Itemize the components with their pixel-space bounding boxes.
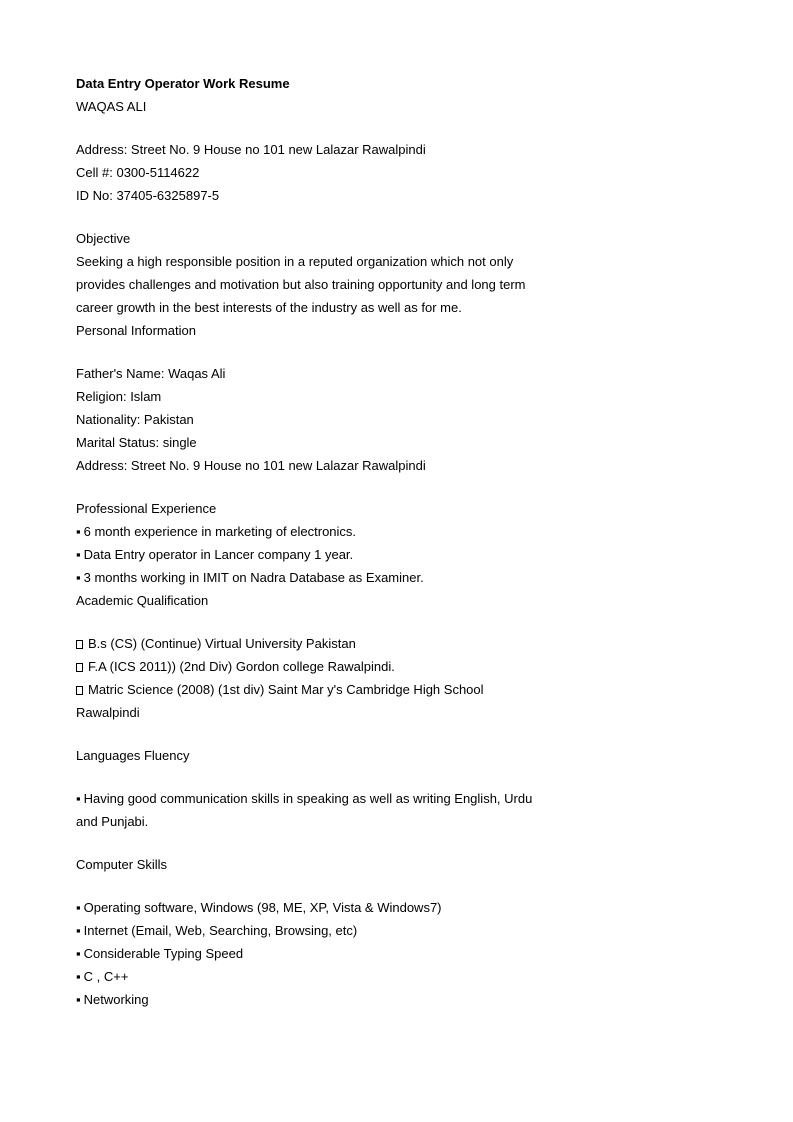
computer-skill-item: [76, 919, 556, 942]
computer-skill-text: Internet (Email, Web, Searching, Browsing, etc): [83, 923, 358, 938]
computer-skill-text: C , C++: [83, 969, 129, 984]
academic-item: [76, 632, 556, 655]
objective-line: provides challenges and motivation but also training opportunity and long term: [76, 277, 526, 292]
academic-item: [76, 678, 556, 701]
computer-skill-item: [76, 988, 556, 1011]
experience-item: [76, 543, 556, 566]
experience-item-text: Data Entry operator in Lancer company 1 year.: [83, 547, 354, 562]
marital-status: Marital Status: single: [76, 435, 197, 450]
religion: Religion: Islam: [76, 389, 162, 404]
academic-heading: Academic Qualification: [76, 593, 209, 608]
computer-skill-text: Operating software, Windows (98, ME, XP, Vista & Windows7): [83, 900, 442, 915]
academic-item-text: B.s (CS) (Continue) Virtual University Pakistan: [88, 636, 356, 651]
spacer: [76, 612, 556, 632]
experience-item: [76, 520, 556, 543]
bullet-icon: ▪: [76, 524, 81, 539]
computer-skill-item: [76, 896, 556, 919]
box-icon: [76, 640, 83, 649]
spacer: [76, 767, 556, 787]
languages-item-text: Having good communication skills in speaking as well as writing English, Urdu: [83, 791, 533, 806]
languages-heading: Languages Fluency: [76, 748, 190, 763]
spacer: [76, 207, 556, 227]
academic-item-text: F.A (ICS 2011)) (2nd Div) Gordon college Rawalpindi.: [88, 659, 395, 674]
computer-skill-item: [76, 942, 556, 965]
academic-item: [76, 655, 556, 678]
personal-address: Address: Street No. 9 House no 101 new Lalazar Rawalpindi: [76, 458, 426, 473]
objective-line: career growth in the best interests of the industry as well as for me.: [76, 300, 462, 315]
resume-title: Data Entry Operator Work Resume: [76, 76, 290, 91]
experience-item: [76, 566, 556, 589]
bullet-icon: ▪: [76, 923, 81, 938]
spacer: [76, 876, 556, 896]
languages-item-continuation: and Punjabi.: [76, 814, 149, 829]
objective-heading: Objective: [76, 231, 131, 246]
bullet-icon: ▪: [76, 969, 81, 984]
experience-item-text: 6 month experience in marketing of electronics.: [83, 524, 357, 539]
academic-item-text: Matric Science (2008) (1st div) Saint Mar y's Cambridge High School: [88, 682, 484, 697]
box-icon: [76, 686, 83, 695]
computer-skill-item: [76, 965, 556, 988]
spacer: [76, 118, 556, 138]
spacer: [76, 477, 556, 497]
bullet-icon: ▪: [76, 992, 81, 1007]
computer-skill-text: Networking: [83, 992, 149, 1007]
experience-heading: Professional Experience: [76, 501, 217, 516]
resume-page: [76, 72, 556, 1011]
contact-address: Address: Street No. 9 House no 101 new Lalazar Rawalpindi: [76, 142, 426, 157]
box-icon: [76, 663, 83, 672]
bullet-icon: ▪: [76, 900, 81, 915]
spacer: [76, 342, 556, 362]
spacer: [76, 833, 556, 853]
nationality: Nationality: Pakistan: [76, 412, 194, 427]
experience-item-text: 3 months working in IMIT on Nadra Database as Examiner.: [83, 570, 424, 585]
languages-item: [76, 787, 556, 810]
computer-skills-heading: Computer Skills: [76, 857, 168, 872]
applicant-name: WAQAS ALI: [76, 99, 147, 114]
objective-line: Seeking a high responsible position in a reputed organization which not only: [76, 254, 514, 269]
fathers-name: Father's Name: Waqas Ali: [76, 366, 226, 381]
contact-id-no: ID No: 37405-6325897-5: [76, 188, 220, 203]
contact-cell: Cell #: 0300-5114622: [76, 165, 200, 180]
bullet-icon: ▪: [76, 547, 81, 562]
bullet-icon: ▪: [76, 570, 81, 585]
bullet-icon: ▪: [76, 791, 81, 806]
computer-skill-text: Considerable Typing Speed: [83, 946, 244, 961]
academic-item-continuation: Rawalpindi: [76, 705, 140, 720]
personal-info-heading: Personal Information: [76, 323, 196, 338]
bullet-icon: ▪: [76, 946, 81, 961]
spacer: [76, 724, 556, 744]
